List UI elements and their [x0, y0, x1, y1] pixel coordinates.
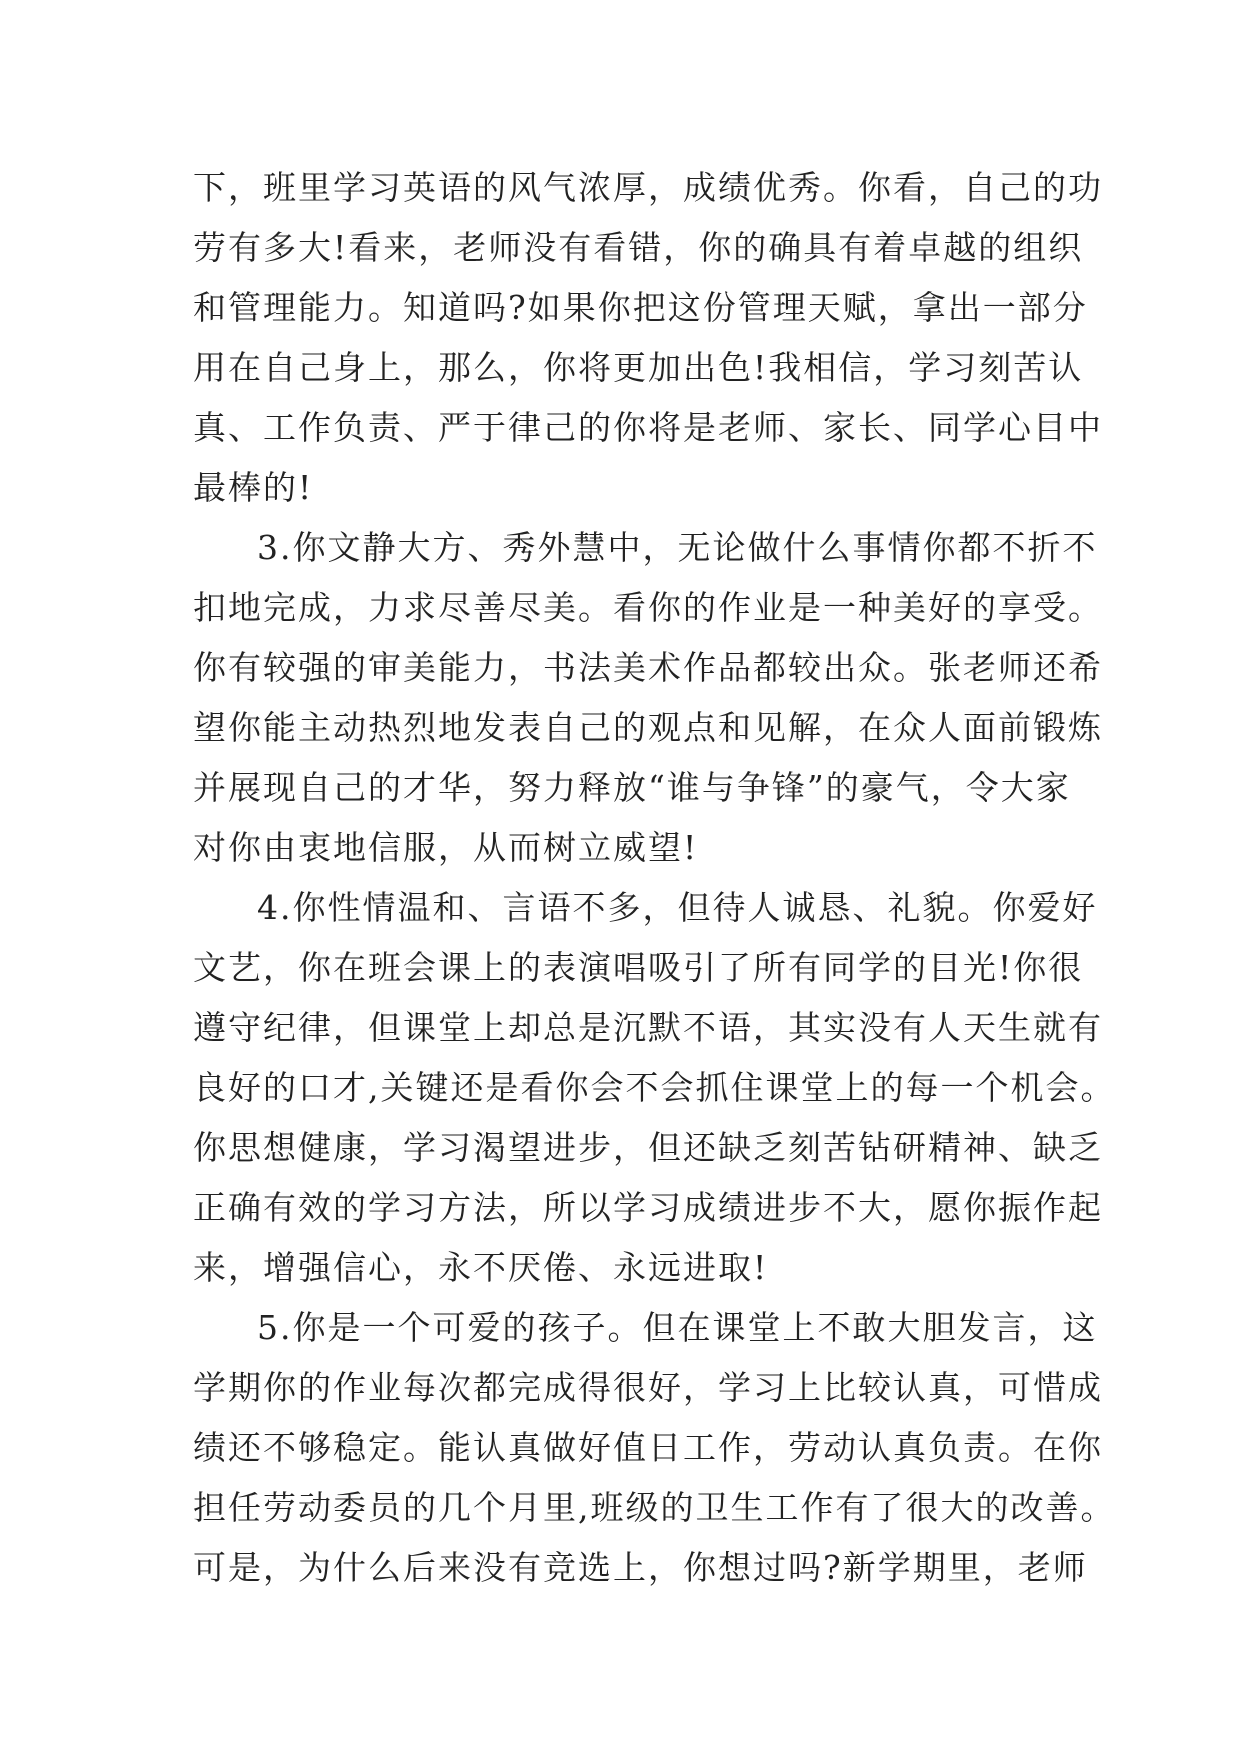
text-line: 扣地完成，力求尽善尽美。看你的作业是一种美好的享受。 [193, 588, 1103, 627]
text-line: 绩还不够稳定。能认真做好值日工作，劳动认真负责。在你 [193, 1428, 1103, 1467]
text-line: 对你由衷地信服，从而树立威望! [193, 828, 699, 867]
text-line: 并展现自己的才华，努力释放“谁与争锋”的豪气，令大家 [193, 768, 1071, 807]
text-line: 望你能主动热烈地发表自己的观点和见解，在众人面前锻炼 [193, 708, 1103, 747]
text-line: 最棒的! [193, 468, 314, 507]
text-line: 可是，为什么后来没有竞选上，你想过吗?新学期里，老师 [193, 1548, 1088, 1587]
paragraph-start-line: 3.你文静大方、秀外慧中，无论做什么事情你都不折不 [257, 528, 1098, 567]
text-line: 和管理能力。知道吗?如果你把这份管理天赋，拿出一部分 [193, 288, 1088, 327]
text-line: 遵守纪律，但课堂上却总是沉默不语，其实没有人天生就有 [193, 1008, 1103, 1047]
text-line: 你思想健康，学习渴望进步，但还缺乏刻苦钻研精神、缺乏 [193, 1128, 1103, 1167]
text-line: 真、工作负责、严于律己的你将是老师、家长、同学心目中 [193, 408, 1103, 447]
text-line: 下，班里学习英语的风气浓厚，成绩优秀。你看，自己的功 [193, 168, 1103, 207]
paragraph-start-line: 4.你性情温和、言语不多，但待人诚恳、礼貌。你爱好 [257, 888, 1098, 927]
text-line: 学期你的作业每次都完成得很好，学习上比较认真，可惜成 [193, 1368, 1103, 1407]
text-line: 正确有效的学习方法，所以学习成绩进步不大，愿你振作起 [193, 1188, 1103, 1227]
text-line: 用在自己身上，那么，你将更加出色!我相信，学习刻苦认 [193, 348, 1084, 387]
text-line: 良好的口才,关键还是看你会不会抓住课堂上的每一个机会。 [193, 1068, 1116, 1107]
text-line: 你有较强的审美能力，书法美术作品都较出众。张老师还希 [193, 648, 1103, 687]
paragraph-start-line: 5.你是一个可爱的孩子。但在课堂上不敢大胆发言，这 [257, 1308, 1098, 1347]
document-body [193, 158, 1116, 1598]
text-line: 文艺，你在班会课上的表演唱吸引了所有同学的目光!你很 [193, 948, 1084, 987]
text-line: 担任劳动委员的几个月里,班级的卫生工作有了很大的改善。 [193, 1488, 1116, 1527]
text-line: 来，增强信心，永不厌倦、永远进取! [193, 1248, 769, 1287]
text-line: 劳有多大!看来，老师没有看错，你的确具有着卓越的组织 [193, 228, 1084, 267]
